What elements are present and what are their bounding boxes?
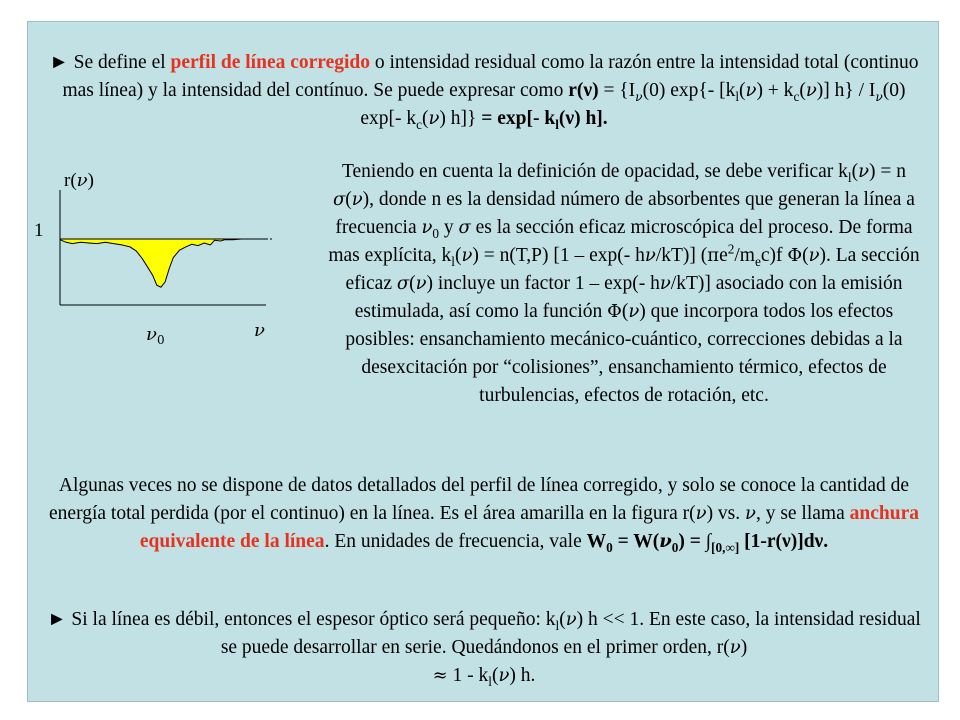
equivalent-width-formula: $W_0 = W(\nu_0) = \int_{[0,\infty]}$ [1-r(ν)]dν. bbox=[586, 531, 829, 555]
paragraph-opacity: Teniendo en cuenta la definición de opacidad, se debe verificar $k_l(\nu) = n$ σ(ν), donde n es la densidad número de absorbentes que generan la línea a frecuencia $\nu_0$ y σ es la sección eficaz microscópica del proceso. De forma mas explícita, $k_l(\nu) = n(T,P)$ [1 – exp(- hν/kT)] $(\pi e^2/m_ec)f$ Φ(ν). La sección eficaz σ(ν) incluye un factor 1 – exp(- hν/kT)] asociado con la emisión estimulada, así como la función Φ(ν) que incorpora todos los efectos posibles: ensanchamiento mecánico-cuántico, correcciones debidas a la desexcitación por “colisiones”, ensanchamiento térmico, efectos de turbulencias, efectos de rotación, etc. bbox=[328, 161, 920, 406]
y-axis-label: r(ν) bbox=[64, 170, 94, 191]
equivalent-width-area bbox=[60, 239, 266, 287]
paragraph-definition: ► Se define el perfil de línea corregido o intensidad residual como la razón entre la intensidad total (continuo mas línea) y la intensidad del contínuo. Se puede expresar como $r(\nu) = \{I_\nu(0)$ exp{- $[k_l(\nu) + k_c(\nu)]$ $h\} / I_\nu(0)$ exp[- $k_c(\nu) h]\} = \exp[-$ $k_l(\nu)$ h]. bbox=[49, 52, 919, 132]
reference-one-label: 1 bbox=[34, 220, 44, 241]
residual-intensity-chart bbox=[28, 162, 288, 372]
bullet-icon: ► bbox=[49, 52, 69, 73]
formula-result: = exp[- $k_l(\nu)$ h]. bbox=[481, 108, 608, 132]
highlight-term: perfil de línea corregido bbox=[170, 52, 371, 73]
chart-svg bbox=[28, 162, 288, 372]
x-axis-label: ν bbox=[254, 320, 265, 341]
bullet-icon: ► bbox=[47, 609, 67, 630]
paragraph-weak-line: ► Si la línea es débil, entonces el espesor óptico será pequeño: $k_l(\nu) h << 1$. En este caso, la intensidad residual se puede desarrollar en serie. Quedándonos en el primer orden, r(ν) ≈ $1 - k_l(\nu)$ h. bbox=[47, 609, 921, 689]
paragraph-equivalent-width: Algunas veces no se dispone de datos detallados del perfil de línea corregido, y solo se conoce la cantidad de energía total perdida (por el continuo) en la línea. Es el área amarilla en la figura r(ν) vs. ν, y se llama anchura equivalente de la línea. En unidades de frecuencia, vale $W_0 = W(\nu_0) = \int_{[0,\infty]}$ [1-r(ν)]dν. bbox=[49, 475, 919, 555]
line-center-label: $\nu_0$ bbox=[146, 324, 165, 347]
formula-lhs: r(ν) bbox=[568, 80, 599, 101]
highlight-term: anchura equivalente de la línea bbox=[139, 503, 919, 552]
slide-panel bbox=[27, 21, 939, 702]
